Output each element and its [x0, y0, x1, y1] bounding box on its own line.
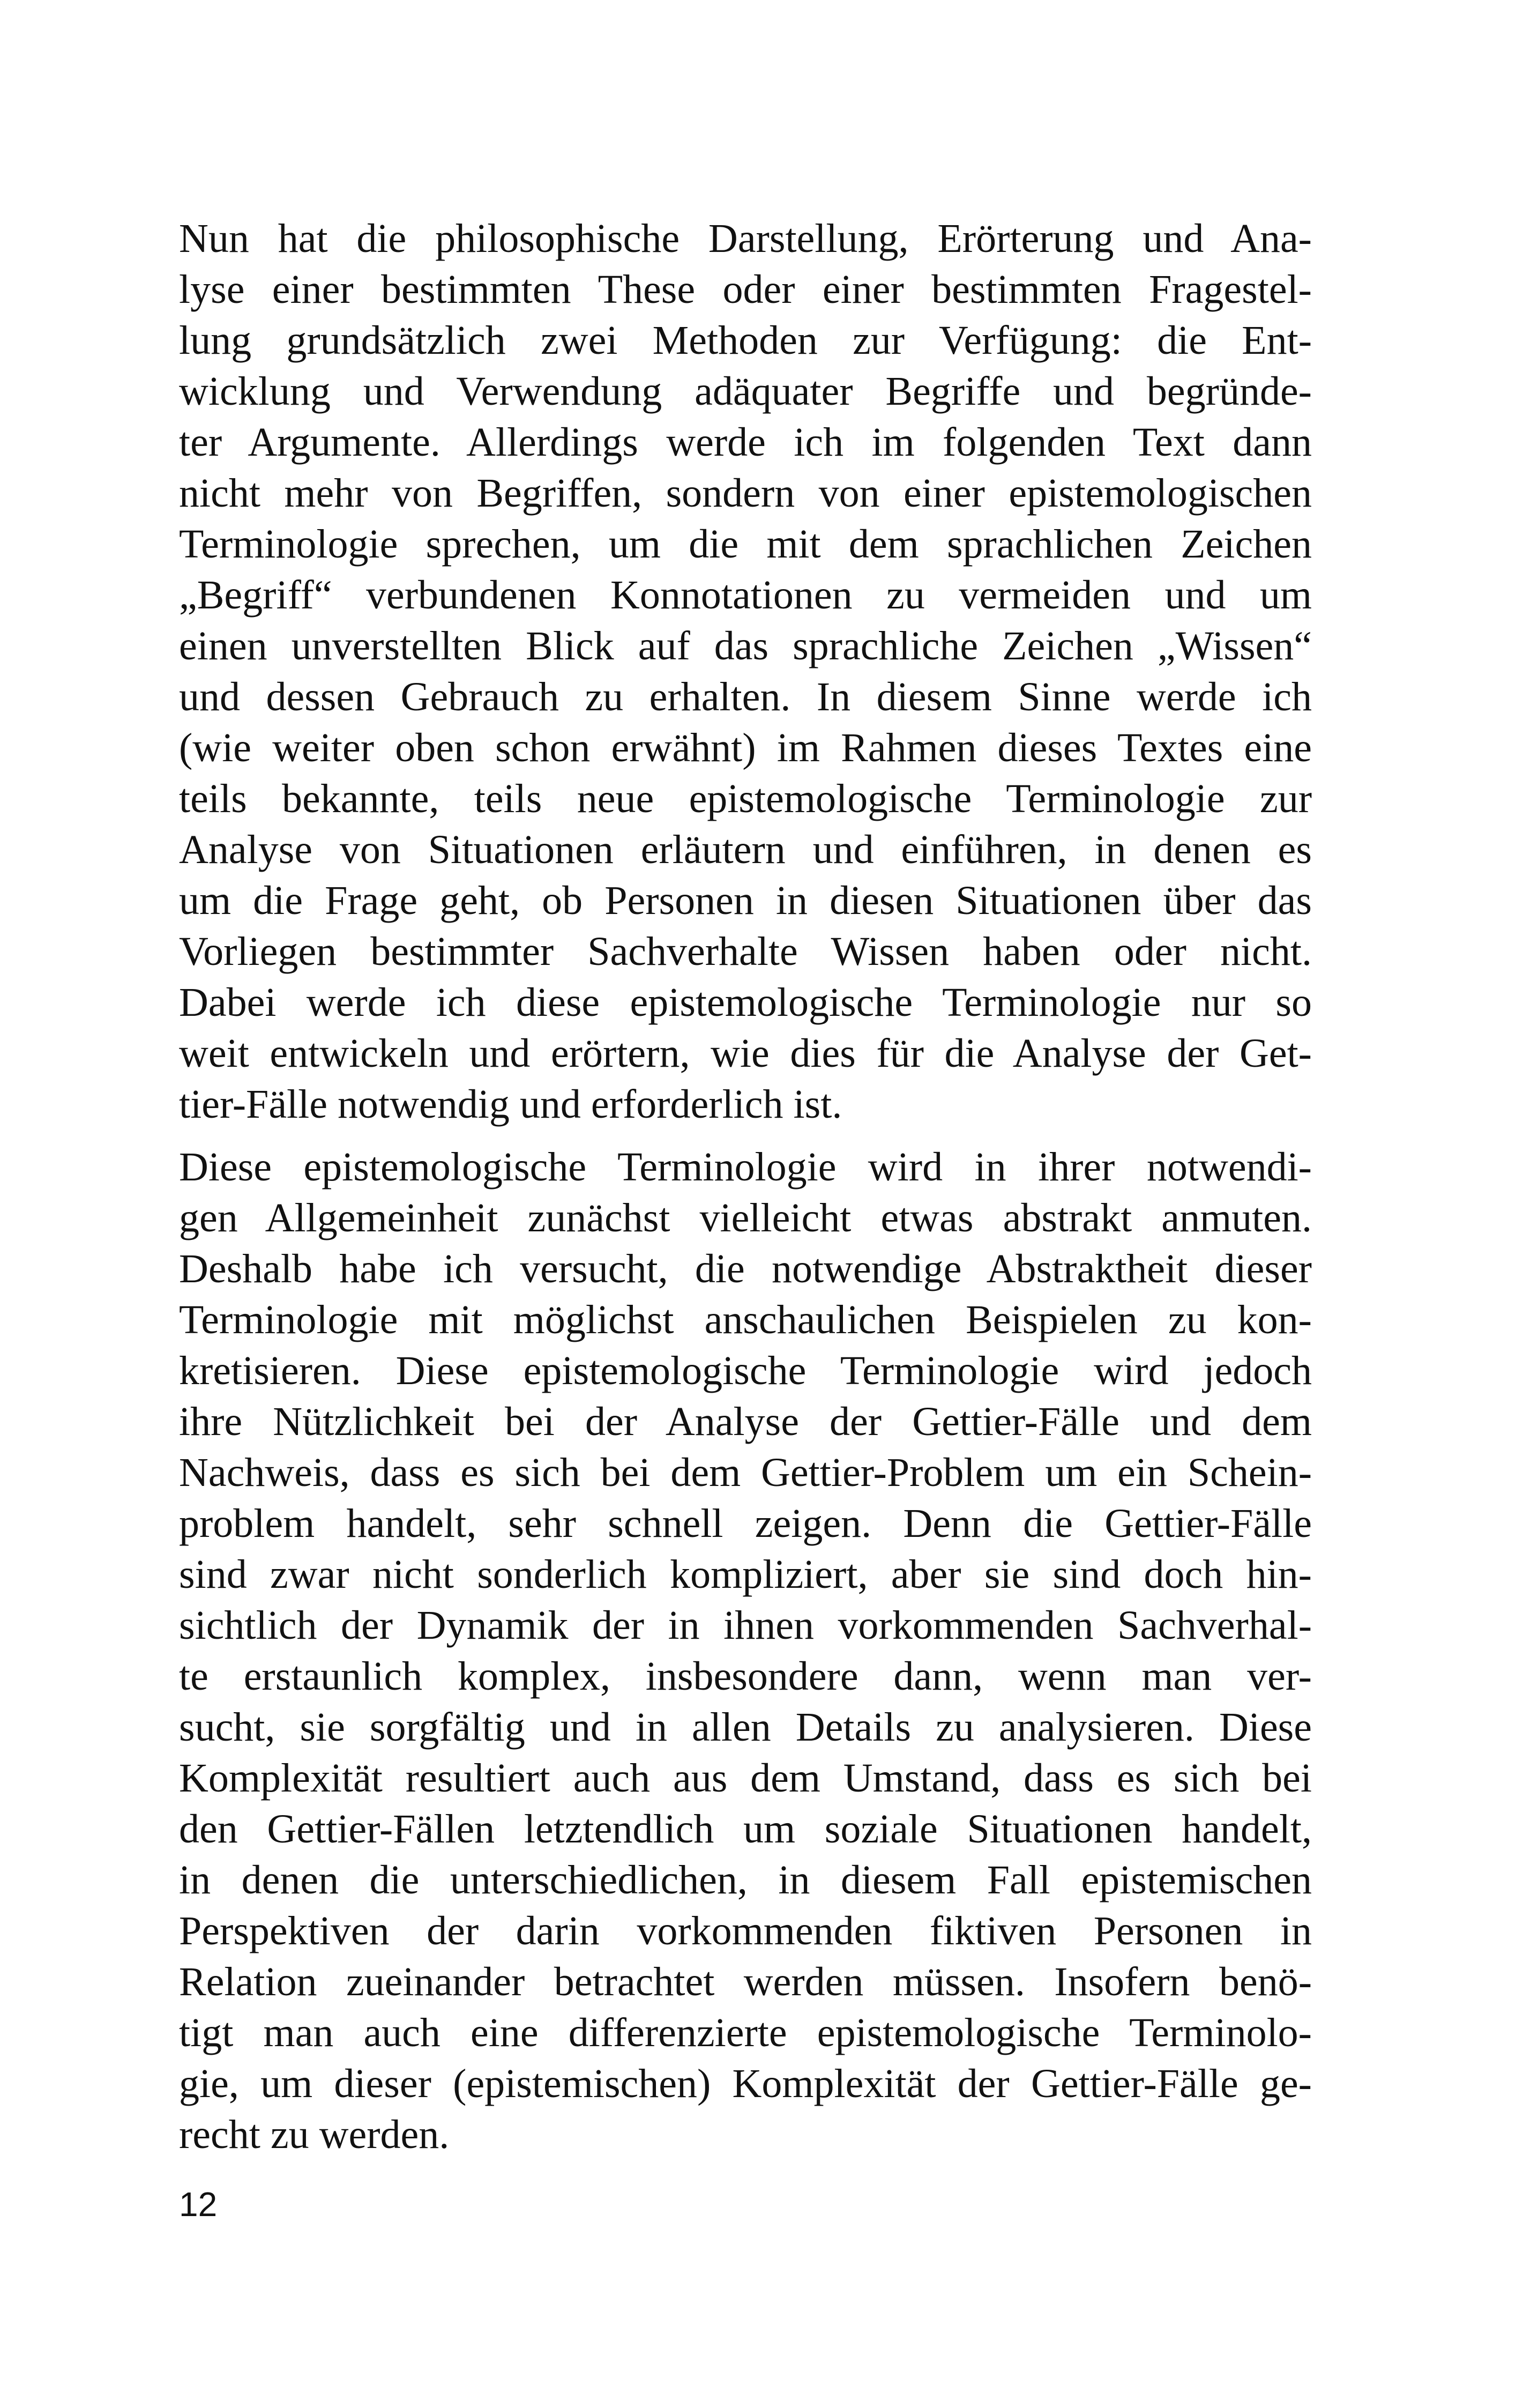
text-line: den Gettier-Fällen letztendlich um soziale Situationen handelt,: [179, 1807, 1312, 1852]
text-line: Perspektiven der darin vorkommenden fiktiven Personen in: [179, 1908, 1312, 1953]
text-line: „Begriff“ verbundenen Konnotationen zu vermeiden und um: [179, 573, 1312, 618]
text-line: Relation zueinander betrachtet werden müssen. Insofern benö-: [179, 1959, 1312, 2004]
text-line: problem handelt, sehr schnell zeigen. Denn die Gettier-Fälle: [179, 1501, 1312, 1546]
text-line: lyse einer bestimmten These oder einer bestimmten Fragestel-: [179, 267, 1312, 312]
text-line: sind zwar nicht sonderlich kompliziert, aber sie sind doch hin-: [179, 1552, 1312, 1597]
text-line: ihre Nützlichkeit bei der Analyse der Gettier-Fälle und dem: [179, 1399, 1312, 1444]
text-line: Terminologie mit möglichst anschaulichen Beispielen zu kon-: [179, 1297, 1312, 1342]
text-line: in denen die unterschiedlichen, in diesem Fall epistemischen: [179, 1857, 1312, 1902]
paragraph-spacing: [179, 1130, 1312, 1142]
text-line: Deshalb habe ich versucht, die notwendige Abstraktheit dieser: [179, 1246, 1312, 1291]
text-line: und dessen Gebrauch zu erhalten. In diesem Sinne werde ich: [179, 674, 1312, 719]
text-line: weit entwickeln und erörtern, wie dies für die Analyse der Get-: [179, 1031, 1312, 1076]
text-line: te erstaunlich komplex, insbesondere dann, wenn man ver-: [179, 1654, 1312, 1699]
text-line: Diese epistemologische Terminologie wird in ihrer notwendi-: [179, 1144, 1312, 1190]
text-line: teils bekannte, teils neue epistemologische Terminologie zur: [179, 776, 1312, 821]
text-line: Komplexität resultiert auch aus dem Umstand, dass es sich bei: [179, 1756, 1312, 1801]
text-line: um die Frage geht, ob Personen in diesen Situationen über das: [179, 878, 1312, 923]
text-line: lung grundsätzlich zwei Methoden zur Verfügung: die Ent-: [179, 318, 1312, 363]
text-line: Vorliegen bestimmter Sachverhalte Wissen haben oder nicht.: [179, 929, 1312, 974]
text-line: (wie weiter oben schon erwähnt) im Rahmen dieses Textes eine: [179, 725, 1312, 770]
text-line: recht zu werden.: [179, 2112, 450, 2157]
paragraph-2: [179, 1142, 1312, 2160]
text-line: nicht mehr von Begriffen, sondern von einer epistemologischen: [179, 471, 1312, 516]
text-line: Nachweis, dass es sich bei dem Gettier-Problem um ein Schein-: [179, 1450, 1312, 1495]
text-line: Nun hat die philosophische Darstellung, Erörterung und Ana-: [179, 216, 1312, 261]
text-line: gen Allgemeinheit zunächst vielleicht etwas abstrakt anmuten.: [179, 1195, 1312, 1240]
text-line: Analyse von Situationen erläutern und einführen, in denen es: [179, 827, 1312, 872]
text-line: gie, um dieser (epistemischen) Komplexität der Gettier-Fälle ge-: [179, 2061, 1312, 2106]
text-line: sucht, sie sorgfältig und in allen Details zu analysieren. Diese: [179, 1705, 1312, 1750]
text-line: ter Argumente. Allerdings werde ich im folgenden Text dann: [179, 420, 1312, 465]
text-line: einen unverstellten Blick auf das sprachliche Zeichen „Wissen“: [179, 623, 1312, 668]
page-number: 12: [179, 2185, 218, 2224]
text-line: tigt man auch eine differenzierte epistemologische Terminolo-: [179, 2010, 1312, 2055]
text-line: kretisieren. Diese epistemologische Terminologie wird jedoch: [179, 1348, 1312, 1393]
text-line: tier-Fälle notwendig und erforderlich ist.: [179, 1082, 842, 1127]
body-text: [179, 213, 1312, 2160]
text-line: Terminologie sprechen, um die mit dem sprachlichen Zeichen: [179, 522, 1312, 567]
text-line: sichtlich der Dynamik der in ihnen vorkommenden Sachverhal-: [179, 1603, 1312, 1648]
paragraph-1: [179, 213, 1312, 1130]
text-line: Dabei werde ich diese epistemologische Terminologie nur so: [179, 980, 1312, 1025]
text-line: wicklung und Verwendung adäquater Begriffe und begründe-: [179, 369, 1312, 414]
